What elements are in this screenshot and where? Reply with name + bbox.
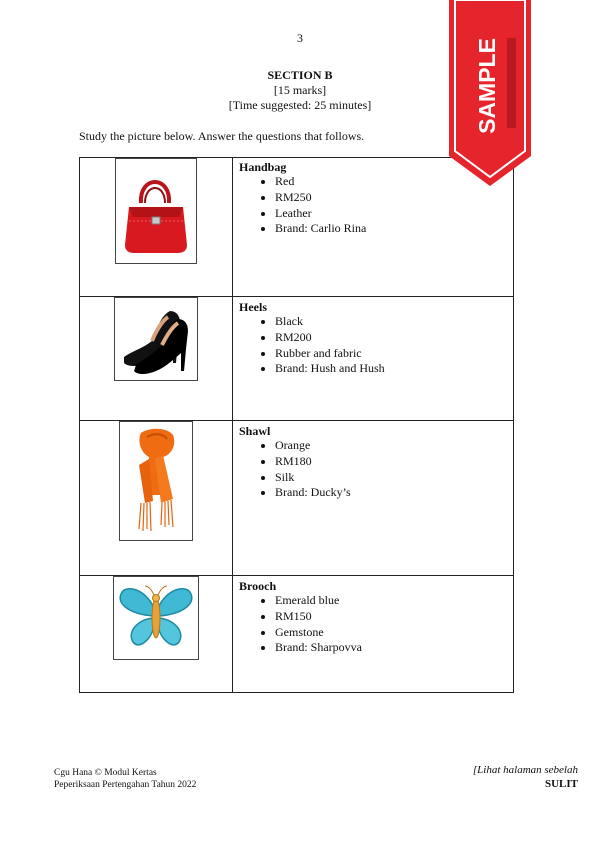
attribute-color: • Emerald blue — [275, 593, 507, 609]
attribute-price: • RM250 — [275, 190, 507, 206]
item-name: Shawl — [239, 424, 271, 438]
attribute-price: • RM200 — [275, 330, 507, 346]
item-name: Brooch — [239, 579, 277, 593]
butterfly-brooch-icon — [113, 576, 199, 660]
table-row — [80, 297, 514, 421]
section-time: [Time suggested: 25 minutes] — [228, 98, 372, 112]
footer-right — [473, 763, 578, 791]
section-marks: [15 marks] — [273, 83, 327, 97]
footer-credit — [54, 767, 196, 791]
info-cell — [233, 297, 514, 421]
image-cell — [80, 297, 233, 421]
attribute-list — [239, 314, 507, 377]
table-row — [80, 421, 514, 576]
attribute-brand: • Brand: Sharpovva — [275, 640, 507, 656]
attribute-brand: • Brand: Carlio Rina — [275, 221, 507, 237]
image-cell — [80, 421, 233, 576]
footer-credit-line2: Peperiksaan Pertengahan Tahun 2022 — [54, 780, 197, 790]
attribute-material: • Silk — [275, 470, 507, 486]
table-row — [80, 576, 514, 693]
image-cell — [80, 158, 233, 297]
attribute-color: • Red — [275, 174, 507, 190]
next-page-note: [Lihat halaman sebelah — [472, 764, 578, 776]
sample-watermark — [447, 0, 533, 188]
attribute-brand: • Brand: Hush and Hush — [275, 361, 507, 377]
attribute-color: • Black — [275, 314, 507, 330]
confidential-label: SULIT — [544, 778, 578, 790]
attribute-material: • Gemstone — [275, 625, 507, 641]
sample-watermark-text: SAMPLE — [474, 38, 500, 134]
attribute-price: • RM180 — [275, 454, 507, 470]
instruction-text: Study the picture below. Answer the questions that follows. — [79, 129, 365, 143]
attribute-price: • RM150 — [275, 609, 507, 625]
attribute-color: • Orange — [275, 438, 507, 454]
section-title: SECTION B — [267, 68, 333, 82]
item-name: Handbag — [239, 160, 287, 174]
item-name: Heels — [239, 300, 267, 314]
attribute-list — [239, 593, 507, 656]
items-table — [79, 157, 514, 693]
info-cell — [233, 421, 514, 576]
attribute-list — [239, 438, 507, 501]
info-cell — [233, 576, 514, 693]
handbag-icon — [115, 158, 197, 264]
shawl-icon — [119, 421, 193, 541]
attribute-brand: • Brand: Ducky’s — [275, 485, 507, 501]
page-number: 3 — [297, 31, 303, 45]
attribute-material: • Rubber and fabric — [275, 346, 507, 362]
footer-credit-line1: Cgu Hana © Modul Kertas — [54, 768, 157, 778]
heels-icon — [114, 297, 198, 381]
attribute-material: • Leather — [275, 206, 507, 222]
image-cell — [80, 576, 233, 693]
